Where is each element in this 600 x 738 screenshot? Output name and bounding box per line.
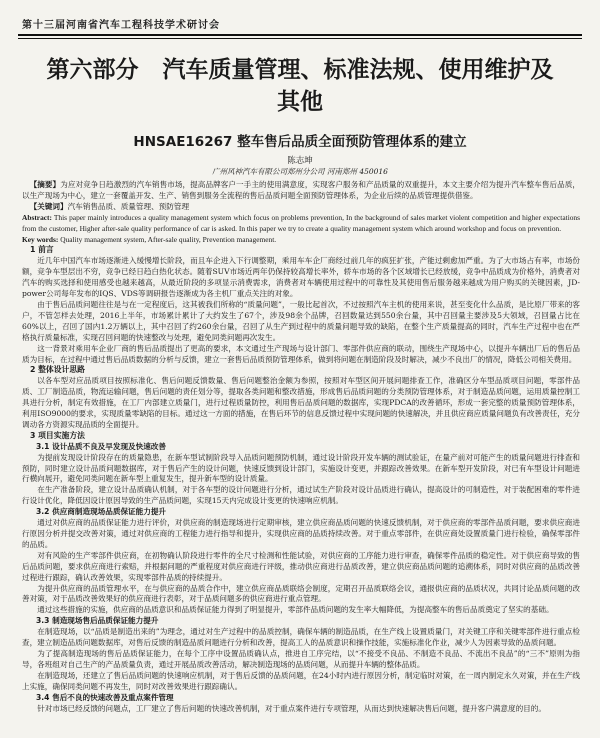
subsection-3-3-paragraph: 在制造现场，以“品质是制造出来的”为理念，通过对生产过程中的品质控制，确保车辆的制造品质，在生产线上设置质量门，对关键工序和关键零部件进行重点检查，建立制造品质问题数据库，对售后反馈的制造品质问题进行分析和改善，提高工人的品质意识和操作技能，实施标准化作业，减少人为因素导致的品质问题。 [22, 627, 580, 648]
section-1-paragraph: 由于售后品质问题往往是与在一定程度后，这其被我们所称的“质量问题”，一般比起首次，不过按照汽车主机的使用来说，甚至变化什么品质，是比原厂带来的客户，不管怎样去处理，2016上半年，市场累计累计了大约发生了67个，涉及98余个品牌，召回数量达到550余台量，其中召回量主要涉及5大领域，召回量占比在60%以上，召回了国内1.2万辆以上，其中召回了约260余台量，召回了从生产到过程中的质量问题导致的缺陷，在整个生产质量提高的同时，汽车生产过程中也在严格执行质量标准，实现召回问题的快速整改与处理，避免同类问题再次发生。 [22, 299, 580, 342]
abstract-en-label: Abstract: [22, 212, 52, 222]
subsection-3-2-paragraph: 通过对供应商的品质保证能力进行评价，对供应商的制造现场进行定期审核，建立供应商品质问题的快速反馈机制，对于供应商的零部件品质问题，要求供应商进行原因分析并提交改善对策，通过对供应商的工程能力进行指导和提升，实现供应商的品质持续改善。对于重点零部件，在供应商处设置质量门进行检验，确保零部件的品质。 [22, 518, 580, 549]
article-body [22, 180, 580, 714]
keywords-cn-text: 汽车销售品质、质量管理、预防管理 [67, 201, 190, 211]
part-title [30, 54, 570, 118]
author: 陈志坤 [287, 156, 313, 166]
abstract-en [22, 213, 580, 235]
keywords-cn-label: 【关键词】 [29, 201, 68, 211]
keywords-cn [22, 202, 580, 213]
subsection-heading-3-1: 3.1 设计品质不良及早发现及快速改善 [36, 441, 167, 451]
affiliation: 广州风神汽车有限公司郑州分公司 河南郑州 450016 [212, 167, 388, 176]
subsection-3-1-paragraph: 为提前发现设计阶段存在的质量隐患，在新车型试制阶段导入品质问题预防机制，通过设计阶段开发车辆的测试验证，在量产前对可能产生的质量问题进行排查和预防，同时建立设计品质问题数据库，对于售后产生的设计问题，快速反馈到设计部门，实施设计变更，并跟踪改善效果。在新车型开发阶段，对已有车型设计问题进行横向展开，避免同类问题在新车型上重复发生，提升新车型的设计质量。 [22, 452, 580, 484]
subsection-3-1-paragraph: 在生产准备阶段，建立设计品质确认机制，对于各车型的设计问题进行分析，通过试生产阶段对设计品质进行确认，提高设计的可制造性，对于装配困难的零件进行设计优化，降低因设计原因导致的生产品质问题，实现15天内完成设计变更的快速响应机制。 [22, 485, 580, 506]
subsection-3-4-paragraph: 针对市场已经反馈的问题点，工厂建立了售后问题的快速改善机制，对于重点案件进行专项管理，从而达到快速解决售后问题，提升客户满意度的目的。 [37, 703, 546, 713]
subsection-3-2-paragraph: 对有风险的生产零部件供应商，在初物确认阶段进行零件的全尺寸检测和性能试验，对供应商的工序能力进行审查，确保零件品质的稳定性。对于供应商导致的售后品质问题，要求供应商进行索赔，并根据问题的严重程度对供应商进行评级，推动供应商进行品质改善，建立供应商品质问题的追溯体系，同时对供应商的品质改善过程进行跟踪，确认改善效果，实现零部件品质的持续提升。 [22, 550, 580, 582]
part-title-line-2: 其他 [277, 89, 323, 115]
section-heading-3: 3 项目实施方法 [30, 430, 85, 440]
subsection-3-2-paragraph: 通过这些措施的实施，供应商的品质意识和品质保证能力得到了明显提升，零部件品质问题的发生率大幅降低，为提高整车的售后品质奠定了坚实的基础。 [37, 605, 554, 615]
section-heading-2: 2 整体设计思路 [30, 365, 85, 375]
abstract-cn [22, 180, 580, 202]
section-1-paragraph: 近几年中国汽车市场逐渐进入缓慢增长阶段，而且车企进入下行调整期，乘用车车企厂商经过前几年的疯狂扩张，产能过剩愈加严重。为了大市场占有率，市场份额，竞争车型层出不穷，竞争已经日趋白热化状态。随着SUV市场近两年仍保持较高增长率外，轿车市场的各个区域增长已经放缓，竞争中品质成为价格外，消费者对汽车的购买选择和使用感受也越来越高，从最近阶段的多项显示消费需求，消费者对车辆使用过程中的可靠性及其使用售后服务越来越成为用户购买的关键因素，JD-power公司每年发布的IQS、VDS等调研报告逐渐成为各主机厂重点关注的对象。 [22, 256, 580, 299]
subsection-heading-3-2: 3.2 供应商制造现场品质保证能力提升 [36, 507, 167, 517]
abstract-en-text: This paper mainly introduces a quality management system which focus on problems prevention, In the background of sales market violent competition and higher expectations from the customer, Higher after-sale quality performance of car is asked. In this paper we try to create a quality management system which around workshop and focus on prevention. [22, 212, 581, 233]
header-rule [18, 34, 582, 39]
abstract-cn-label: 【摘要】 [29, 180, 61, 189]
subsection-3-3-paragraph: 在制造现场，还建立了售后品质问题的快速响应机制，对于售后反馈的品质问题，在24小时内进行原因分析，制定临时对策，在一周内制定永久对策，并在生产线上实施，确保同类问题不再发生，同时对改善效果进行跟踪确认。 [22, 670, 580, 691]
section-heading-1: 1 前言 [30, 245, 54, 255]
abstract-cn-text: 为应对竞争日趋激烈的汽车销售市场，提高品牌客户一手主的使用满意度，实现客户服务和产品质量的双重提升，本文主要介绍为提升汽车整车售后品质，以生产现场为中心，建立一套覆盖开发、生产、销售到服务全流程的售后品质问题全面预防管理体系，为企业后续的品质管理提供借鉴。 [22, 180, 581, 200]
subsection-heading-3-4: 3.4 售后不良的快速改善及重点案件管理 [36, 692, 174, 702]
running-header: 第十三届河南省汽车工程科技学术研讨会 [22, 20, 220, 31]
subsection-3-2-paragraph: 为提升供应商的品质管理水平，在与供应商的品质合作中，建立供应商品质联络会制度，定期召开品质联络会议，通报供应商的品质状况，共同讨论品质问题的改善对策，对于品质改善效果好的供应商进行表彰，对于品质问题多的供应商进行重点管理。 [22, 583, 580, 604]
keywords-en-label: Key words: [22, 234, 59, 244]
subsection-3-3-paragraph: 为了提高制造现场的售后品质保证能力，在每个工序中设置品质确认点，推进自工序完结，以“不接受不良品、不制造不良品、不流出不良品”的“三不”原则为指导，各班组对自己生产的产品质量负责，通过开展品质改善活动，解决制造现场的品质问题，从而提升车辆的整体品质。 [22, 648, 580, 669]
keywords-en [22, 235, 580, 246]
section-2-paragraph: 以各车型对应品质项目按照标准化、售后问题反馈数量、售后问题整治金额为参照，按照对车型区间开展问题排查工作，准确区分车型品质项目问题，零部件品质、工厂制造品质，物流运输问题，售后问题的责任划分等，提取各类问题和整改措施，形成售后品质问题的分类预防管理体系，对于制造品质问题，运用质量控制工具进行分析，制定有效措施，在工厂内部建立质量门，进行过程质量防控，利用售后品质问题的数据库，实现PDCA的改善循环，形成一套完整的质量预防管理体系，利用ISO9000的要求，实现质量零缺陷的目标。通过这一方面的措施，在售后环节的信息反馈过程中实现问题的快速解决，并且供应商应质量问题负有改善责任，充分调动各方资源实现品质的全面提升。 [22, 376, 580, 429]
part-title-line-1: 第六部分 汽车质量管理、标准法规、使用维护及 [46, 57, 554, 83]
subsection-heading-3-3: 3.3 制造现场售后品质保证能力提升 [36, 616, 159, 626]
section-1-paragraph: 这一背景对乘用车企业厂商的售后品质提出了更高的要求，本文通过生产现场与设计部门、零部件供应商的联动，围绕生产现场中心，以提升车辆出厂后的售后品质为目标，在过程中通过售后品质数据的分析与反馈，建立一套售后品质预防管理体系，做到将问题在制造阶段及时解决，减少不良出厂的情况，降低公司相关费用。 [22, 343, 580, 364]
keywords-en-text: Quality management system, After-sale quality, Prevention management. [60, 234, 277, 244]
article-title: HNSAE16267 整车售后品质全面预防管理体系的建立 [133, 134, 467, 150]
